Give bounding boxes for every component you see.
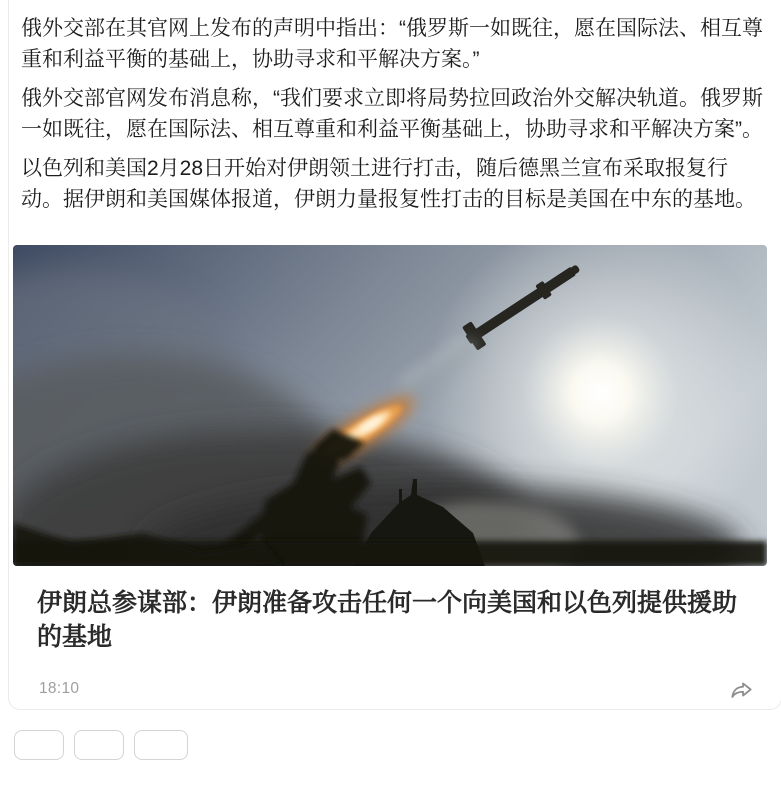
paragraph-statement: 俄外交部在其官网上发布的声明中指出：“俄罗斯一如既往，愿在国际法、相互尊重和利益平衡的基础上，协助寻求和平解决方案。”	[21, 17, 763, 71]
forward-arrow-icon	[728, 677, 755, 702]
timestamp: 18:10	[39, 680, 80, 697]
message-body	[13, 13, 777, 215]
reaction-chip[interactable]	[134, 730, 188, 760]
reaction-chip[interactable]	[74, 730, 124, 760]
message-footer	[13, 676, 777, 702]
forward-share-button[interactable]	[728, 677, 755, 702]
reaction-bar	[14, 730, 781, 760]
paragraph-ministry-quote: 俄外交部官网发布消息称，“我们要求立即将局势拉回政治外交解决轨道。俄罗斯一如既往，愿在国际法、相互尊重和利益平衡基础上，协助寻求和平解决方案”。	[21, 87, 763, 141]
missile-launch-photo[interactable]	[13, 245, 767, 566]
message-card	[8, 0, 781, 710]
reaction-chip[interactable]	[14, 730, 64, 760]
caption-headline: 伊朗总参谋部：伊朗准备攻击任何一个向美国和以色列提供援助的基地	[37, 589, 738, 651]
paragraph-strikes-context: 以色列和美国2月28日开始对伊朗领土进行打击，随后德黑兰宣布采取报复行动。据伊朗和美国媒体报道，伊朗力量报复性打击的目标是美国在中东的基地。	[21, 157, 756, 211]
